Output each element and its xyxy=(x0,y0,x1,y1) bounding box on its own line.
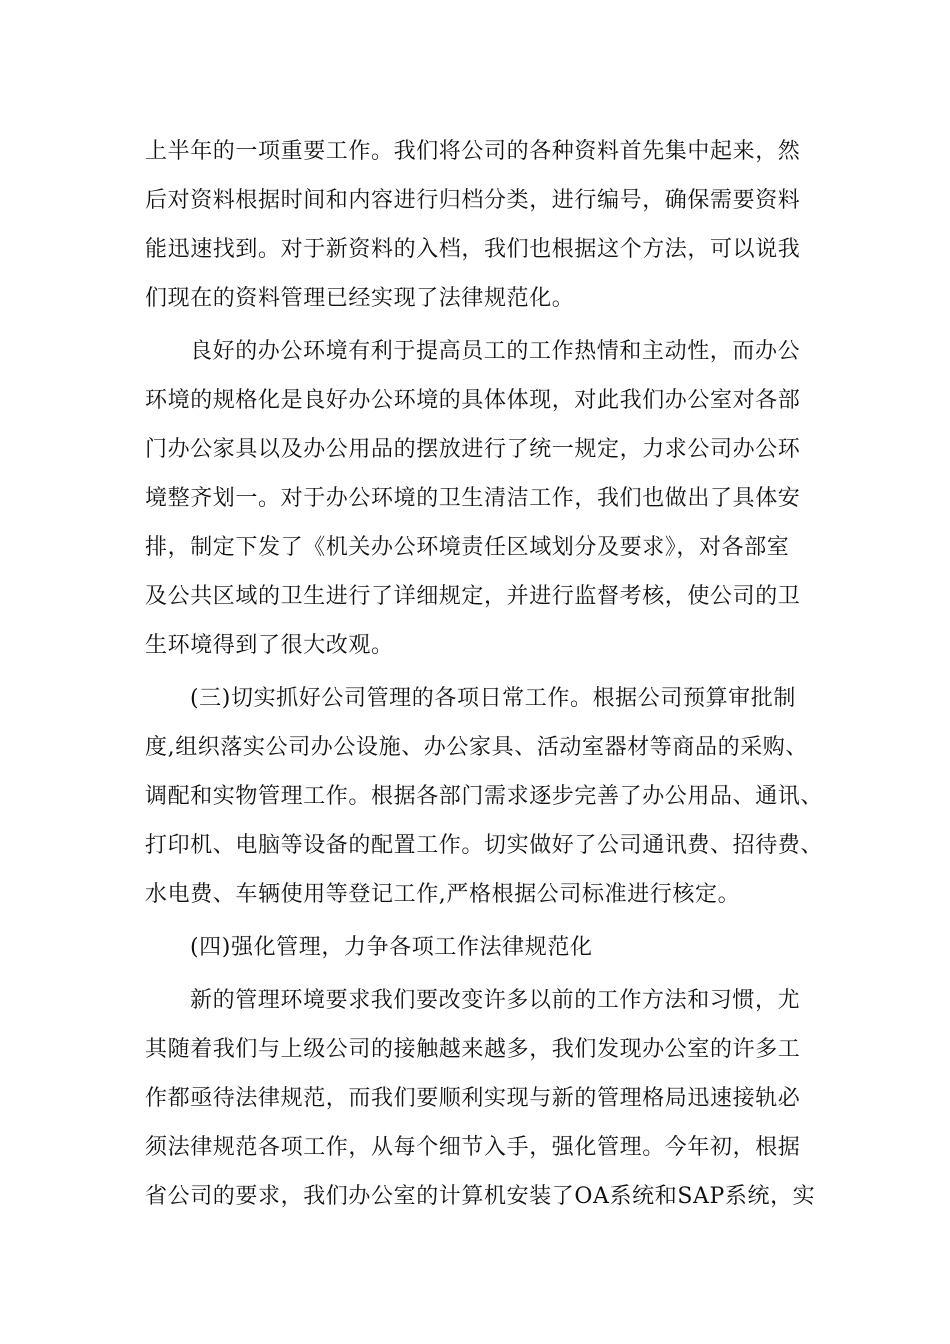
paragraph-line: 后对资料根据时间和内容进行归档分类，进行编号，确保需要资料 xyxy=(145,188,801,213)
paragraph-line: 及公共区域的卫生进行了详细规定，并进行监督考核，使公司的卫 xyxy=(145,584,801,609)
paragraph-line: 省公司的要求，我们办公室的计算机安装了OA系统和SAP系统，实 xyxy=(145,1184,816,1209)
paragraph-line: 新的管理环境要求我们要改变许多以前的工作方法和习惯，尤 xyxy=(190,988,801,1013)
section-heading-line: (四)强化管理，力争各项工作法律规范化 xyxy=(190,935,593,960)
paragraph-line: 度,组织落实公司办公设施、办公家具、活动室器材等商品的采购、 xyxy=(145,735,808,760)
paragraph-line: 门办公家具以及办公用品的摆放进行了统一规定，力求公司办公环 xyxy=(145,437,801,462)
paragraph-line: 良好的办公环境有利于提高员工的工作热情和主动性，而办公 xyxy=(190,339,801,364)
paragraph-line: 排，制定下发了《机关办公环境责任区域划分及要求》，对各部室 xyxy=(145,535,790,560)
paragraph-line: 须法律规范各项工作，从每个细节入手，强化管理。今年初，根据 xyxy=(145,1135,801,1160)
paragraph-line: 打印机、电脑等设备的配置工作。切实做好了公司通讯费、招待费、 xyxy=(145,833,824,858)
paragraph-line: 能迅速找到。对于新资料的入档，我们也根据这个方法，可以说我 xyxy=(145,237,801,262)
paragraph-line: 上半年的一项重要工作。我们将公司的各种资料首先集中起来，然 xyxy=(145,139,801,164)
paragraph-line: 水电费、车辆使用等登记工作,严格根据公司标准进行核定。 xyxy=(145,882,741,907)
paragraph-line: (三)切实抓好公司管理的各项日常工作。根据公司预算审批制 xyxy=(190,686,796,711)
paragraph-line: 们现在的资料管理已经实现了法律规范化。 xyxy=(145,286,575,311)
paragraph-line: 其随着我们与上级公司的接触越来越多，我们发现办公室的许多工 xyxy=(145,1037,801,1062)
paragraph-line: 生环境得到了很大改观。 xyxy=(145,633,394,658)
paragraph-line: 境整齐划一。对于办公环境的卫生清洁工作，我们也做出了具体安 xyxy=(145,486,801,511)
paragraph-line: 环境的规格化是良好办公环境的具体体现，对此我们办公室对各部 xyxy=(145,388,801,413)
paragraph-line: 作都亟待法律规范，而我们要顺利实现与新的管理格局迅速接轨必 xyxy=(145,1086,801,1111)
paragraph-line: 调配和实物管理工作。根据各部门需求逐步完善了办公用品、通讯、 xyxy=(145,784,824,809)
